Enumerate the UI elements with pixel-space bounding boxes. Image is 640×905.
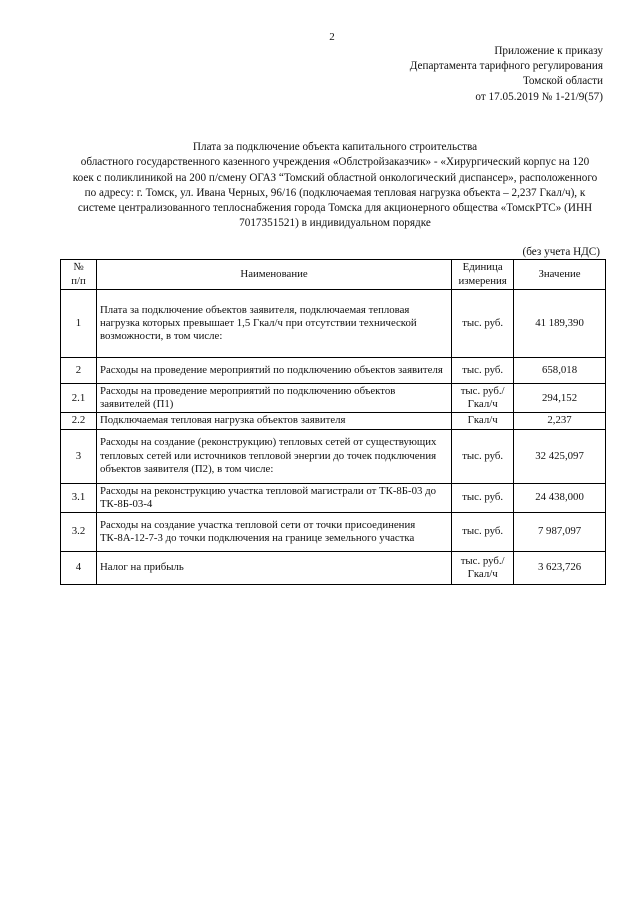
row-unit: Гкал/ч — [452, 413, 514, 429]
row-value: 2,237 — [514, 413, 606, 429]
row-name: Налог на прибыль — [96, 552, 451, 585]
row-value: 24 438,000 — [514, 483, 606, 512]
row-num: 3.2 — [61, 513, 97, 552]
row-unit: тыс. руб. — [452, 358, 514, 384]
row-name: Плата за подключение объектов заявителя, подключаемая тепловая нагрузка которых превышает 1,5 Гкал/ч при отсутствии технической возможности, в том числе: — [96, 290, 451, 358]
title-line: 7017351521) в индивидуальном порядке — [239, 217, 431, 230]
row-num: 3 — [61, 429, 97, 483]
row-value: 41 189,390 — [514, 290, 606, 358]
table-header-row — [61, 260, 606, 290]
row-num: 4 — [61, 552, 97, 585]
header-unit: Единица измерения — [452, 260, 514, 290]
table-row — [61, 552, 606, 585]
row-name: Расходы на проведение мероприятий по подключению объектов заявителя — [96, 358, 451, 384]
table-row — [61, 429, 606, 483]
row-num: 2.1 — [61, 384, 97, 413]
title-line: коек с поликлиникой на 200 п/смену ОГАЗ “Томский областной онкологический диспансер», расположенного — [72, 171, 598, 184]
table-row — [61, 384, 606, 413]
header-value: Значение — [514, 260, 606, 290]
page-number: 2 — [329, 31, 335, 43]
row-value: 294,152 — [514, 384, 606, 413]
table-row — [61, 290, 606, 358]
row-value: 32 425,097 — [514, 429, 606, 483]
row-name: Подключаемая тепловая нагрузка объектов заявителя — [96, 413, 451, 429]
approval-date-line: от 17.05.2019 № 1-21/9(57) — [475, 90, 603, 103]
approval-line: Приложение к приказу — [494, 45, 603, 57]
row-unit: тыс. руб./ Гкал/ч — [452, 552, 514, 585]
row-name: Расходы на реконструкцию участка тепловой магистрали от ТК-8Б-03 до ТК-8Б-03-4 — [96, 483, 451, 512]
table-row — [61, 483, 606, 512]
row-unit: тыс. руб. — [452, 513, 514, 552]
table-row — [61, 513, 606, 552]
header-name: Наименование — [96, 260, 451, 290]
approval-line: Томской области — [522, 75, 603, 88]
row-name: Расходы на создание (реконструкцию) тепловых сетей от существующих тепловых сетей или источников тепловой энергии до точек подключения объектов заявителя (П2), в том числе: — [96, 429, 451, 483]
row-num: 1 — [61, 290, 97, 358]
tariff-table — [60, 259, 606, 585]
row-value: 658,018 — [514, 358, 606, 384]
title-line: Плата за подключение объекта капитального строительства — [192, 141, 478, 153]
row-num: 2.2 — [61, 413, 97, 429]
row-num: 3.1 — [61, 483, 97, 512]
approval-line: Департамента тарифного регулирования — [409, 60, 603, 73]
table-row — [61, 358, 606, 384]
title-line: системе централизованного теплоснабжения города Томска для акционерного общества «ТомскРТС» (ИНН — [77, 202, 593, 215]
row-unit: тыс. руб. — [452, 429, 514, 483]
header-num: № п/п — [61, 260, 97, 290]
vat-note: (без учета НДС) — [522, 246, 600, 258]
row-value: 7 987,097 — [514, 513, 606, 552]
approval-block — [410, 44, 603, 105]
row-unit: тыс. руб. — [452, 483, 514, 512]
table-row — [61, 413, 606, 429]
document-title — [70, 140, 600, 232]
row-num: 2 — [61, 358, 97, 384]
row-name: Расходы на проведение мероприятий по подключению объектов заявителей (П1) — [96, 384, 451, 413]
row-unit: тыс. руб. — [452, 290, 514, 358]
title-line: по адресу: г. Томск, ул. Ивана Черных, 96/16 (подключаемая тепловая нагрузка объекта – 2,237 Гкал/ч), к — [84, 186, 586, 199]
row-unit: тыс. руб./ Гкал/ч — [452, 384, 514, 413]
title-line: областного государственного казенного учреждения «Облстройзаказчик» - «Хирургический корпус на 120 — [80, 156, 590, 169]
row-name: Расходы на создание участка тепловой сети от точки присоединения ТК-8А-12-7-3 до точки подключения на границе земельного участка — [96, 513, 451, 552]
row-value: 3 623,726 — [514, 552, 606, 585]
